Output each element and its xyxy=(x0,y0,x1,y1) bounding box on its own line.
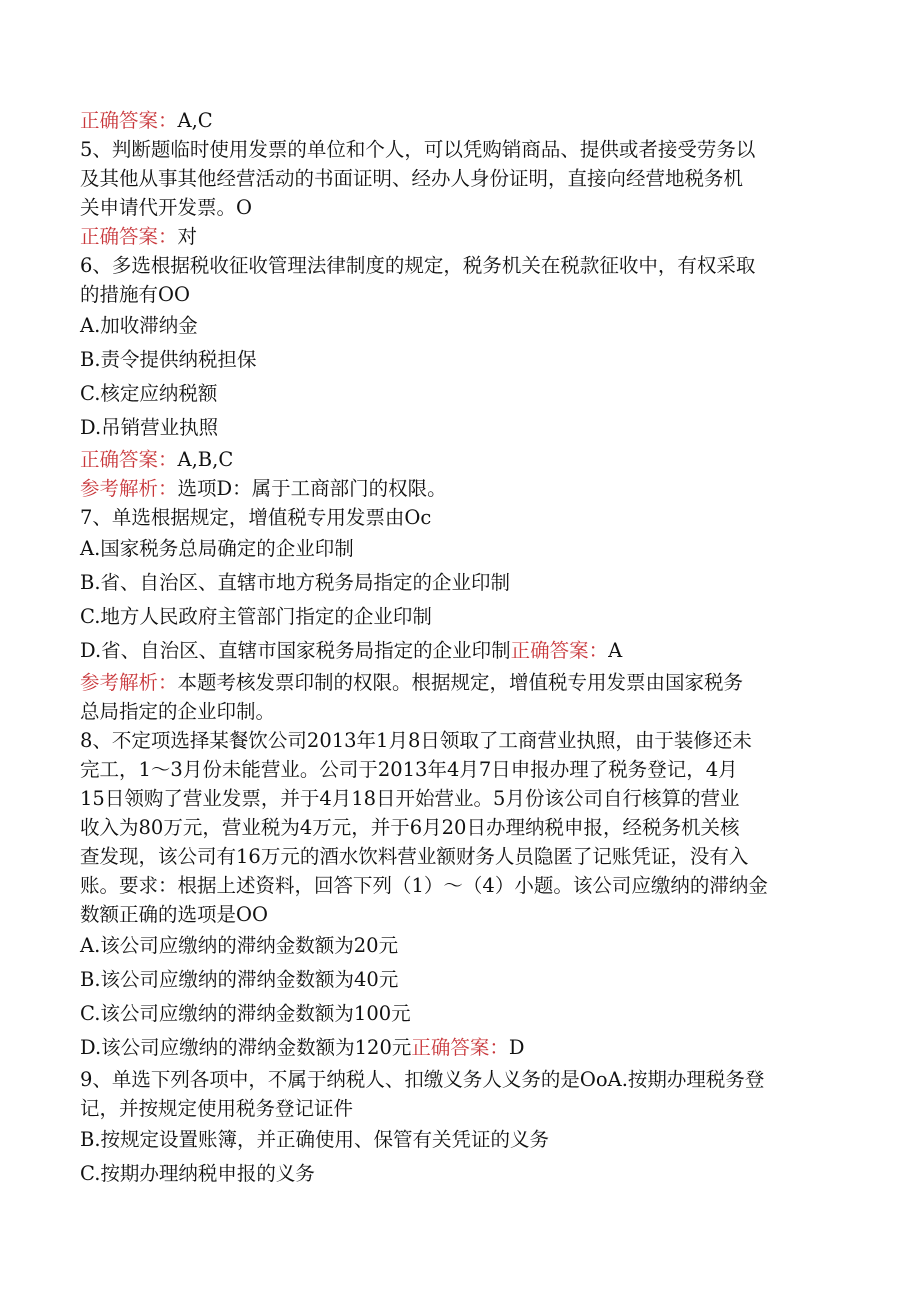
question-text-line: 收入为80万元，营业税为4万元，并于6月20日办理纳税申报，经税务机关核 xyxy=(80,816,740,839)
option-d: D.吊销营业执照 xyxy=(80,416,219,439)
answer-line xyxy=(80,445,840,474)
question-text-line: 关申请代开发票。O xyxy=(80,196,252,219)
question-text-line: 9、单选下列各项中，不属于纳税人、扣缴义务人义务的是OoA.按期办理税务登 xyxy=(80,1068,765,1091)
option-d-with-answer xyxy=(80,634,840,668)
answer-line xyxy=(80,106,840,135)
analysis-text: 选项D：属于工商部门的权限。 xyxy=(177,477,447,500)
question-text-line: 完工，1～3月份未能营业。公司于2013年4月7日申报办理了税务登记，4月 xyxy=(80,758,738,781)
answer-label: 正确答案： xyxy=(411,1036,509,1059)
answer-value: A xyxy=(608,639,623,662)
question-8 xyxy=(80,726,840,1065)
option-d: D.省、自治区、直辖市国家税务局指定的企业印制 xyxy=(80,639,511,662)
question-text-line: 8、不定项选择某餐饮公司2013年1月8日领取了工商营业执照，由于装修还未 xyxy=(80,729,752,752)
answer-value: D xyxy=(508,1036,525,1059)
question-text-line: 5、判断题临时使用发票的单位和个人，可以凭购销商品、提供或者接受劳务以 xyxy=(80,138,756,161)
question-text-line: 查发现，该公司有16万元的酒水饮料营业额财务人员隐匿了记账凭证，没有入 xyxy=(80,845,749,868)
option-c: C.该公司应缴纳的滞纳金数额为100元 xyxy=(80,1002,411,1025)
option-b: B.按规定设置账簿，并正确使用、保管有关凭证的义务 xyxy=(80,1128,550,1151)
question-5 xyxy=(80,135,840,251)
option-a: A.加收滞纳金 xyxy=(80,314,198,337)
answer-label: 正确答案： xyxy=(80,448,178,471)
question-9 xyxy=(80,1065,840,1191)
analysis-label: 参考解析： xyxy=(80,477,178,500)
analysis-line xyxy=(80,668,840,697)
option-a: A.该公司应缴纳的滞纳金数额为20元 xyxy=(80,934,399,957)
analysis-line xyxy=(80,474,840,503)
answer-value: A,C xyxy=(177,109,213,132)
question-7 xyxy=(80,503,840,726)
question-text-line: 7、单选根据规定，增值税专用发票由Oc xyxy=(80,506,432,529)
question-6 xyxy=(80,251,840,503)
question-text-line: 15日领购了营业发票，并于4月18日开始营业。5月份该公司自行核算的营业 xyxy=(80,787,740,810)
option-d: D.该公司应缴纳的滞纳金数额为120元 xyxy=(80,1036,412,1059)
question-text-line: 6、多选根据税收征收管理法律制度的规定，税务机关在税款征收中，有权采取 xyxy=(80,254,756,277)
question-text-line: 账。要求：根据上述资料，回答下列（1）～（4）小题。该公司应缴纳的滞纳金 xyxy=(80,874,768,897)
answer-value: A,B,C xyxy=(177,448,234,471)
answer-value: 对 xyxy=(177,225,198,248)
answer-label: 正确答案： xyxy=(80,109,178,132)
question-text-line: 的措施有OO xyxy=(80,283,190,306)
analysis-text: 本题考核发票印制的权限。根据规定，增值税专用发票由国家税务 xyxy=(177,671,744,694)
option-c: C.按期办理纳税申报的义务 xyxy=(80,1162,315,1185)
option-d-with-answer xyxy=(80,1031,840,1065)
document-page xyxy=(80,106,840,1191)
analysis-continuation: 总局指定的企业印制。 xyxy=(80,700,276,723)
question-text-line: 及其他从事其他经营活动的书面证明、经办人身份证明，直接向经营地税务机 xyxy=(80,167,744,190)
answer-label: 正确答案： xyxy=(510,639,609,662)
question-text-line: 数额正确的选项是OO xyxy=(80,903,268,926)
option-b: B.省、自治区、直辖市地方税务局指定的企业印制 xyxy=(80,571,511,594)
answer-label: 正确答案： xyxy=(80,225,178,248)
answer-line xyxy=(80,222,840,251)
option-c: C.核定应纳税额 xyxy=(80,382,218,405)
option-a: A.国家税务总局确定的企业印制 xyxy=(80,537,354,560)
option-b: B.责令提供纳税担保 xyxy=(80,348,257,371)
option-c: C.地方人民政府主管部门指定的企业印制 xyxy=(80,605,432,628)
option-b: B.该公司应缴纳的滞纳金数额为40元 xyxy=(80,968,399,991)
question-text-line: 记，并按规定使用税务登记证件 xyxy=(80,1097,354,1120)
analysis-label: 参考解析： xyxy=(80,671,178,694)
